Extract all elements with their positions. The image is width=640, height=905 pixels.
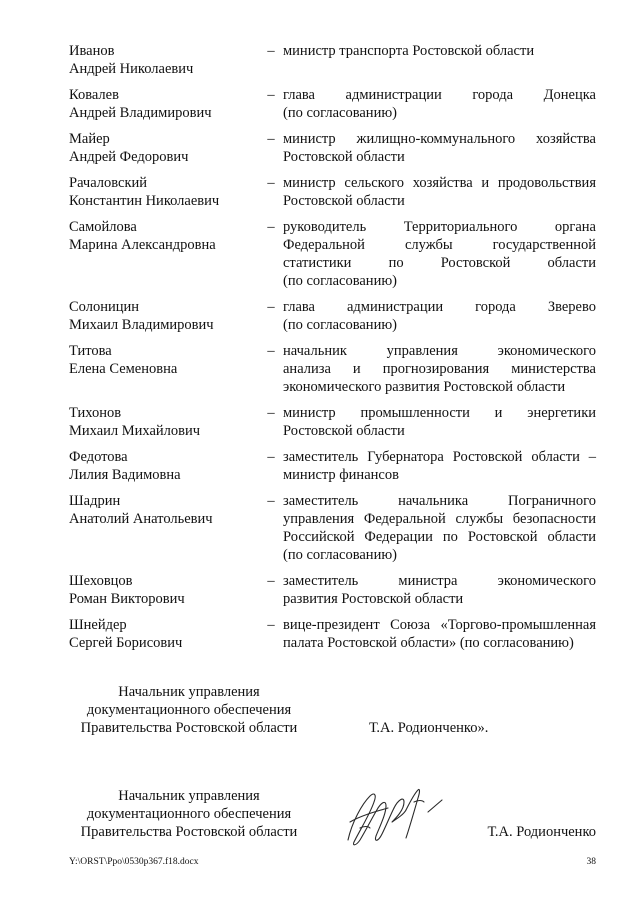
member-role — [283, 86, 596, 122]
member-row — [69, 86, 596, 122]
member-surname: Рачаловский — [69, 175, 148, 191]
member-name — [69, 492, 259, 564]
member-role — [283, 298, 596, 334]
member-given-name: Михаил Владимирович — [69, 317, 214, 333]
member-given-name: Андрей Федорович — [69, 149, 189, 165]
separator-dash: – — [267, 573, 275, 589]
signer-title-line: Начальник управления — [118, 684, 260, 700]
member-row — [69, 42, 596, 78]
role-line: палата Ростовской области» (по согласованию) — [283, 635, 574, 651]
role-line: (по согласованию) — [283, 273, 397, 289]
member-surname: Шадрин — [69, 493, 121, 509]
signer-title-line: документационного обеспечения — [86, 702, 292, 718]
file-path: Y:\ORST\Ppo\0530p367.f18.docx — [69, 857, 199, 867]
role-line: заместитель министра экономического — [283, 573, 596, 589]
role-line: заместитель начальника Пограничного — [283, 493, 596, 509]
member-role — [283, 448, 596, 484]
role-line: министр промышленности и энергетики — [283, 405, 596, 421]
handwritten-signature — [340, 782, 450, 852]
member-role — [283, 130, 596, 166]
page-number: 38 — [586, 857, 596, 867]
member-row — [69, 448, 596, 484]
role-line: развития Ростовской области — [283, 591, 464, 607]
role-line: министр сельского хозяйства и продовольствия — [283, 175, 596, 191]
member-name — [69, 218, 259, 290]
member-role — [283, 218, 596, 290]
member-given-name: Михаил Михайлович — [69, 423, 201, 439]
member-row — [69, 404, 596, 440]
separator-dash: – — [267, 449, 275, 465]
separator-dash: – — [267, 343, 275, 359]
signer-name: Т.А. Родионченко». — [369, 720, 489, 736]
member-given-name: Роман Викторович — [69, 591, 185, 607]
role-line: Российской Федерации по Ростовской области — [283, 529, 596, 545]
member-surname: Майер — [69, 131, 110, 147]
signer-title-line: документационного обеспечения — [86, 806, 292, 822]
separator-dash: – — [267, 43, 275, 59]
separator-dash: – — [267, 175, 275, 191]
member-given-name: Сергей Борисович — [69, 635, 183, 651]
signer-name: Т.А. Родионченко — [487, 824, 596, 840]
signer-title — [69, 787, 309, 841]
role-line: руководитель Территориального органа — [283, 219, 596, 235]
member-surname: Шеховцов — [69, 573, 133, 589]
member-name — [69, 448, 259, 484]
role-line: Федеральной службы государственной — [283, 237, 596, 253]
member-row — [69, 342, 596, 396]
member-name — [69, 86, 259, 122]
role-line: начальник управления экономического — [283, 343, 596, 359]
member-role — [283, 616, 596, 652]
separator-dash: – — [267, 299, 275, 315]
separator-dash: – — [267, 219, 275, 235]
member-given-name: Константин Николаевич — [69, 193, 220, 209]
member-role — [283, 42, 596, 78]
member-role — [283, 572, 596, 608]
separator-dash: – — [267, 405, 275, 421]
separator-dash: – — [267, 493, 275, 509]
role-line: министр транспорта Ростовской области — [283, 43, 535, 59]
role-line: экономического развития Ростовской области — [283, 379, 566, 395]
signer-title-line: Правительства Ростовской области — [80, 720, 298, 736]
member-row — [69, 174, 596, 210]
role-line: вице-президент Союза «Торгово-промышленная — [283, 617, 596, 633]
member-role — [283, 342, 596, 396]
member-name — [69, 174, 259, 210]
member-name — [69, 298, 259, 334]
role-line: Ростовской области — [283, 423, 405, 439]
member-role — [283, 404, 596, 440]
page-footer — [69, 856, 596, 868]
member-name — [69, 616, 259, 652]
member-row — [69, 218, 596, 290]
member-given-name: Лилия Вадимовна — [69, 467, 181, 483]
member-given-name: Андрей Николаевич — [69, 61, 194, 77]
role-line: министр жилищно-коммунального хозяйства — [283, 131, 596, 147]
member-surname: Тихонов — [69, 405, 122, 421]
member-name — [69, 404, 259, 440]
member-role — [283, 492, 596, 564]
signature-block-1 — [69, 683, 596, 743]
member-surname: Шнейдер — [69, 617, 127, 633]
separator-dash: – — [267, 87, 275, 103]
role-line: (по согласованию) — [283, 105, 397, 121]
member-surname: Самойлова — [69, 219, 137, 235]
member-given-name: Анатолий Анатольевич — [69, 511, 213, 527]
member-row — [69, 298, 596, 334]
member-surname: Иванов — [69, 43, 115, 59]
member-surname: Федотова — [69, 449, 128, 465]
signer-title — [69, 683, 309, 737]
separator-dash: – — [267, 617, 275, 633]
role-line: (по согласованию) — [283, 317, 397, 333]
role-line: глава администрации города Донецка — [283, 87, 596, 103]
member-given-name: Елена Семеновна — [69, 361, 178, 377]
member-given-name: Андрей Владимирович — [69, 105, 212, 121]
member-row — [69, 616, 596, 652]
member-given-name: Марина Александровна — [69, 237, 216, 253]
member-row — [69, 492, 596, 564]
member-name — [69, 342, 259, 396]
separator-dash: – — [267, 131, 275, 147]
role-line: Ростовской области — [283, 193, 405, 209]
role-line: заместитель Губернатора Ростовской области – — [283, 449, 596, 465]
members-list — [69, 42, 596, 660]
signer-title-line: Правительства Ростовской области — [80, 824, 298, 840]
member-name — [69, 130, 259, 166]
role-line: статистики по Ростовской области — [283, 255, 596, 271]
role-line: управления Федеральной службы безопасности — [283, 511, 596, 527]
member-surname: Солоницин — [69, 299, 140, 315]
member-surname: Титова — [69, 343, 112, 359]
member-row — [69, 130, 596, 166]
member-role — [283, 174, 596, 210]
member-name — [69, 572, 259, 608]
role-line: Ростовской области — [283, 149, 405, 165]
member-row — [69, 572, 596, 608]
role-line: (по согласованию) — [283, 547, 397, 563]
role-line: министр финансов — [283, 467, 399, 483]
role-line: анализа и прогнозирования министерства — [283, 361, 596, 377]
signature-block-2 — [69, 787, 596, 847]
signer-title-line: Начальник управления — [118, 788, 260, 804]
member-name — [69, 42, 259, 78]
member-surname: Ковалев — [69, 87, 119, 103]
role-line: глава администрации города Зверево — [283, 299, 596, 315]
